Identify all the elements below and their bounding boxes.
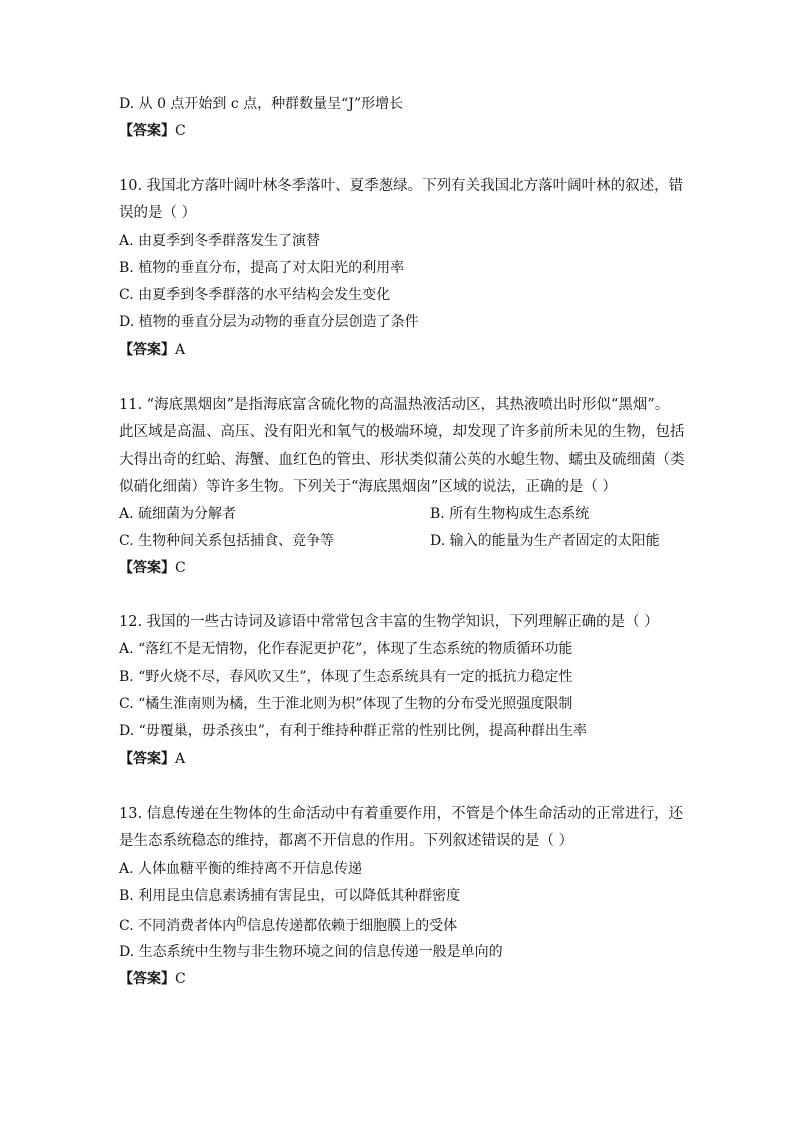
q12-stem-line-1: 12. 我国的一些古诗词及谚语中常常包含丰富的生物学知识，下列理解正确的是（ ） [119, 614, 659, 630]
answer-value: A [175, 342, 186, 358]
answer-value: C [175, 560, 186, 576]
q12-answer [119, 750, 185, 768]
q10-option-a: A. 由夏季到冬季群落发生了演替 [119, 233, 321, 249]
q13-option-a: A. 人体血糖平衡的维持离不开信息传递 [119, 861, 363, 877]
answer-label: 【答案】 [119, 560, 175, 576]
q11-option-a: A. 硫细菌为分解者 [119, 506, 237, 522]
answer-label: 【答案】 [119, 751, 175, 767]
q13-answer [119, 970, 186, 988]
q10-option-d: D. 植物的垂直分层为动物的垂直分层创造了条件 [119, 314, 419, 330]
q12-option-d: D. “毋覆巢，毋杀孩虫”，有利于维持种群正常的性别比例，提高种群出生率 [119, 723, 587, 739]
q13-option-c [119, 917, 457, 936]
q13-option-b: B. 利用昆虫信息素诱捕有害昆虫，可以降低其种群密度 [119, 888, 461, 904]
q11-option-b: B. 所有生物构成生态系统 [430, 506, 590, 522]
q11-stem-line-1: 11. “海底黑烟囱”是指海底富含硫化物的高温热液活动区，其热液喷出时形似“黑烟”。 [119, 397, 670, 413]
q11-stem-line-2: 此区域是高温、高压、没有阳光和氧气的极端环境，却发现了许多前所未见的生物，包括 [119, 424, 685, 440]
answer-value: A [175, 751, 186, 767]
q11-option-d: D. 输入的能量为生产者固定的太阳能 [430, 533, 660, 549]
q13-option-c-part-2: 信息传递都依赖于细胞膜上的受体 [247, 918, 458, 934]
q13-option-c-raised-char: 的 [236, 915, 248, 928]
q13-option-c-part-1: C. 不同消费者体内 [119, 918, 237, 934]
q12-option-b: B. “野火烧不尽，春风吹又生”，体现了生态系统具有一定的抵抗力稳定性 [119, 669, 573, 685]
q11-stem-line-3: 大得出奇的红蛤、海蟹、血红色的管虫、形状类似蒲公英的水螅生物、蠕虫及硫细菌（类 [119, 452, 685, 468]
q13-option-d: D. 生态系统中生物与非生物环境之间的信息传递一般是单向的 [119, 944, 503, 960]
q11-stem-line-4: 似硝化细菌）等许多生物。下列关于“海底黑烟囱”区域的说法，正确的是（ ） [119, 479, 617, 495]
q13-stem-line-2: 是生态系统稳态的维持，都离不开信息的作用。下列叙述错误的是（ ） [119, 833, 574, 849]
answer-label: 【答案】 [119, 123, 175, 139]
q12-option-c: C. “橘生淮南则为橘，生于淮北则为枳”体现了生物的分布受光照强度限制 [119, 696, 573, 712]
answer-label: 【答案】 [119, 342, 175, 358]
q12-option-a: A. “落红不是无情物，化作春泥更护花”，体现了生态系统的物质循环功能 [119, 641, 573, 657]
q10-option-b: B. 植物的垂直分布，提高了对太阳光的利用率 [119, 260, 405, 276]
q9-answer [119, 122, 186, 140]
q10-option-c: C. 由夏季到冬季群落的水平结构会发生变化 [119, 287, 391, 303]
answer-value: C [175, 123, 186, 139]
q10-stem-line-1: 10. 我国北方落叶阔叶林冬季落叶、夏季葱绿。下列有关我国北方落叶阔叶林的叙述，错 [119, 178, 684, 194]
answer-value: C [175, 971, 186, 987]
q13-stem-line-1: 13. 信息传递在生物体的生命活动中有着重要作用，不管是个体生命活动的正常进行，还 [119, 806, 684, 822]
q11-answer [119, 559, 186, 577]
q11-option-c: C. 生物种间关系包括捕食、竞争等 [119, 533, 335, 549]
q10-stem-line-2: 误的是（ ） [119, 205, 197, 221]
q9-option-d: D. 从 0 点开始到 c 点，种群数量呈“J”形增长 [119, 96, 404, 112]
answer-label: 【答案】 [119, 971, 175, 987]
q10-answer [119, 341, 185, 359]
